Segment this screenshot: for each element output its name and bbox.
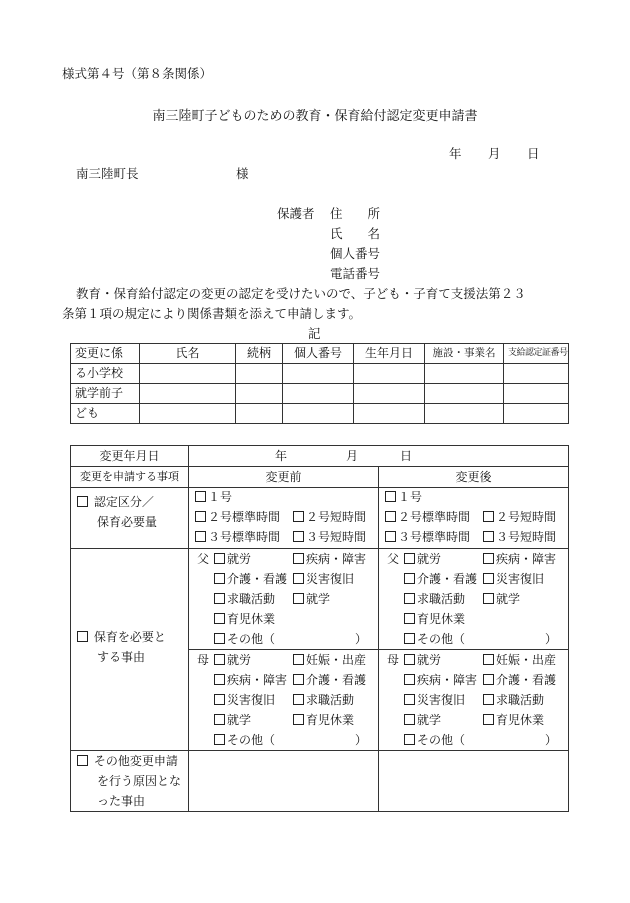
opt-work: 就労 xyxy=(417,552,442,566)
change-table xyxy=(70,445,569,812)
opt-jobsearch: 求職活動 xyxy=(227,592,276,606)
checkbox[interactable] xyxy=(404,654,415,665)
checkbox[interactable] xyxy=(483,531,494,542)
checkbox[interactable] xyxy=(77,631,88,642)
item-label: 変更を申請する事項 xyxy=(71,467,189,488)
checkbox[interactable] xyxy=(483,654,494,665)
applicant-label: 保護者 xyxy=(277,206,315,221)
opt-childcare-leave: 育児休業 xyxy=(306,713,355,727)
after-mother-options xyxy=(379,650,569,751)
opt-other: その他（ xyxy=(417,632,466,646)
opt-childcare-leave: 育児休業 xyxy=(227,612,276,626)
change-date-year: 年 xyxy=(275,449,288,463)
opt-school: 就学 xyxy=(496,592,521,606)
change-date-month: 月 xyxy=(346,449,359,463)
input-cell[interactable] xyxy=(354,404,425,424)
after-certification-options xyxy=(379,488,569,549)
checkbox[interactable] xyxy=(214,553,225,564)
after-father-options xyxy=(379,549,569,650)
checkbox[interactable] xyxy=(404,553,415,564)
input-cell[interactable] xyxy=(140,364,236,384)
mother-label: 母 xyxy=(387,653,400,667)
checkbox[interactable] xyxy=(214,694,225,705)
row-certification-label xyxy=(71,488,189,549)
checkbox[interactable] xyxy=(404,674,415,685)
row-reason-label xyxy=(71,549,189,751)
change-date-value[interactable] xyxy=(189,446,569,467)
after-label: 変更後 xyxy=(379,467,569,488)
input-cell[interactable] xyxy=(236,384,283,404)
checkbox[interactable] xyxy=(77,755,88,766)
opt-care: 介護・看護 xyxy=(417,572,478,586)
checkbox[interactable] xyxy=(483,674,494,685)
checkbox[interactable] xyxy=(293,593,304,604)
checkbox[interactable] xyxy=(293,511,304,522)
checkbox[interactable] xyxy=(483,573,494,584)
checkbox[interactable] xyxy=(404,694,415,705)
child-row-header-4: ども xyxy=(71,404,140,424)
checkbox[interactable] xyxy=(404,633,415,644)
opt-pregnancy: 妊娠・出産 xyxy=(496,653,557,667)
mother-label: 母 xyxy=(197,653,210,667)
child-row-header-3: 就学前子 xyxy=(71,384,140,404)
before-certification-options xyxy=(189,488,379,549)
row-other-reason-label xyxy=(71,751,189,812)
addressee-name: 南三陸町長 xyxy=(76,166,139,181)
checkbox[interactable] xyxy=(214,734,225,745)
opt-school: 就学 xyxy=(417,713,442,727)
opt-1go: １号 xyxy=(398,490,423,504)
checkbox[interactable] xyxy=(293,654,304,665)
opt-illness: 疾病・障害 xyxy=(496,552,557,566)
input-cell[interactable] xyxy=(504,404,569,424)
input-cell[interactable] xyxy=(140,404,236,424)
opt-2go-standard: ２号標準時間 xyxy=(398,510,471,524)
col-birthdate: 生年月日 xyxy=(354,344,425,364)
checkbox[interactable] xyxy=(293,674,304,685)
change-date-label: 変更年月日 xyxy=(71,446,189,467)
opt-school: 就学 xyxy=(227,713,252,727)
opt-care: 介護・看護 xyxy=(306,673,367,687)
opt-disaster: 災害復旧 xyxy=(306,572,355,586)
opt-care: 介護・看護 xyxy=(227,572,288,586)
checkbox[interactable] xyxy=(404,573,415,584)
opt-2go-standard: ２号標準時間 xyxy=(208,510,281,524)
input-cell[interactable] xyxy=(140,384,236,404)
child-row-header-2: る小学校 xyxy=(71,364,140,384)
before-label: 変更前 xyxy=(189,467,379,488)
child-row-header-1: 変更に係 xyxy=(71,344,140,364)
date-day: 日 xyxy=(527,146,540,161)
checkbox[interactable] xyxy=(214,674,225,685)
applicant-field-mynumber: 個人番号 xyxy=(330,246,381,261)
row2-label-2: する事由 xyxy=(97,649,146,664)
checkbox[interactable] xyxy=(195,491,206,502)
child-table xyxy=(70,343,569,424)
checkbox[interactable] xyxy=(385,491,396,502)
checkbox[interactable] xyxy=(214,573,225,584)
checkbox[interactable] xyxy=(214,654,225,665)
col-mynumber: 個人番号 xyxy=(283,344,354,364)
input-cell[interactable] xyxy=(425,364,504,384)
checkbox[interactable] xyxy=(483,511,494,522)
row1-label-2: 保育必要量 xyxy=(97,515,158,529)
applicant-field-phone: 電話番号 xyxy=(330,266,381,281)
opt-work: 就労 xyxy=(227,653,252,667)
checkbox[interactable] xyxy=(483,553,494,564)
col-name: 氏名 xyxy=(140,344,236,364)
checkbox[interactable] xyxy=(483,694,494,705)
before-father-options xyxy=(189,549,379,650)
opt-illness: 疾病・障害 xyxy=(306,552,367,566)
checkbox[interactable] xyxy=(483,714,494,725)
checkbox[interactable] xyxy=(293,714,304,725)
checkbox[interactable] xyxy=(293,573,304,584)
opt-other: その他（ xyxy=(417,733,466,747)
opt-disaster: 災害復旧 xyxy=(496,572,545,586)
opt-other: その他（ xyxy=(227,632,276,646)
checkbox[interactable] xyxy=(77,496,88,507)
col-relation: 続柄 xyxy=(236,344,283,364)
col-facility: 施設・事業名 xyxy=(425,344,504,364)
applicant-field-address: 住 所 xyxy=(330,206,381,221)
other-close-paren: ） xyxy=(355,733,368,747)
row3-label-3: った事由 xyxy=(97,794,146,808)
ki-label: 記 xyxy=(308,326,321,341)
checkbox[interactable] xyxy=(214,633,225,644)
opt-work: 就労 xyxy=(227,552,252,566)
before-other-reason[interactable] xyxy=(189,751,379,812)
other-close-paren: ） xyxy=(545,733,558,747)
col-certificate-number: 支給認定証番号 xyxy=(504,344,569,364)
row2-label-1: 保育を必要と xyxy=(93,629,166,644)
row3-label-2: を行う原因とな xyxy=(97,774,182,788)
input-cell[interactable] xyxy=(283,404,354,424)
input-cell[interactable] xyxy=(425,404,504,424)
checkbox[interactable] xyxy=(404,593,415,604)
checkbox[interactable] xyxy=(483,593,494,604)
other-close-paren: ） xyxy=(355,632,368,646)
body-text-line1: 教育・保育給付認定の変更の認定を受けたいので、子ども・子育て支援法第２３ xyxy=(76,286,526,301)
opt-1go: １号 xyxy=(208,490,233,504)
opt-childcare-leave: 育児休業 xyxy=(417,612,466,626)
opt-disaster: 災害復旧 xyxy=(417,693,466,707)
input-cell[interactable] xyxy=(354,384,425,404)
input-cell[interactable] xyxy=(236,364,283,384)
opt-illness: 疾病・障害 xyxy=(417,673,478,687)
checkbox[interactable] xyxy=(404,613,415,624)
opt-disaster: 災害復旧 xyxy=(227,693,276,707)
date-year: 年 xyxy=(449,146,462,161)
opt-2go-short: ２号短時間 xyxy=(306,510,367,524)
opt-childcare-leave: 育児休業 xyxy=(496,713,545,727)
checkbox[interactable] xyxy=(195,531,206,542)
input-cell[interactable] xyxy=(283,384,354,404)
change-date-day: 日 xyxy=(400,449,413,463)
opt-care: 介護・看護 xyxy=(496,673,557,687)
body-text-line2: 条第１項の規定により関係書類を添えて申請します。 xyxy=(62,306,362,321)
opt-illness: 疾病・障害 xyxy=(227,673,288,687)
checkbox[interactable] xyxy=(293,553,304,564)
input-cell[interactable] xyxy=(504,384,569,404)
other-close-paren: ） xyxy=(545,632,558,646)
form-number: 様式第４号（第８条関係） xyxy=(62,66,213,81)
applicant-field-name: 氏 名 xyxy=(330,226,381,241)
opt-jobsearch: 求職活動 xyxy=(417,592,466,606)
opt-3go-standard: ３号標準時間 xyxy=(208,530,281,544)
opt-work: 就労 xyxy=(417,653,442,667)
input-cell[interactable] xyxy=(504,364,569,384)
input-cell[interactable] xyxy=(354,364,425,384)
opt-2go-short: ２号短時間 xyxy=(496,510,557,524)
checkbox[interactable] xyxy=(195,511,206,522)
opt-jobsearch: 求職活動 xyxy=(496,693,545,707)
checkbox[interactable] xyxy=(214,593,225,604)
before-mother-options xyxy=(189,650,379,751)
date-month: 月 xyxy=(488,146,501,161)
row1-label-1: 認定区分／ xyxy=(93,495,154,509)
opt-jobsearch: 求職活動 xyxy=(306,693,355,707)
row3-label-1: その他変更申請 xyxy=(93,754,178,768)
checkbox[interactable] xyxy=(385,531,396,542)
father-label: 父 xyxy=(197,552,210,566)
opt-pregnancy: 妊娠・出産 xyxy=(306,653,367,667)
checkbox[interactable] xyxy=(214,714,225,725)
checkbox[interactable] xyxy=(293,531,304,542)
checkbox[interactable] xyxy=(214,613,225,624)
opt-3go-short: ３号短時間 xyxy=(496,530,557,544)
opt-other: その他（ xyxy=(227,733,276,747)
checkbox[interactable] xyxy=(404,714,415,725)
opt-3go-standard: ３号標準時間 xyxy=(398,530,471,544)
opt-school: 就学 xyxy=(306,592,331,606)
checkbox[interactable] xyxy=(293,694,304,705)
input-cell[interactable] xyxy=(425,384,504,404)
checkbox[interactable] xyxy=(385,511,396,522)
form-title: 南三陸町子どものための教育・保育給付認定変更申請書 xyxy=(152,109,478,124)
father-label: 父 xyxy=(387,552,400,566)
input-cell[interactable] xyxy=(236,404,283,424)
checkbox[interactable] xyxy=(404,734,415,745)
opt-3go-short: ３号短時間 xyxy=(306,530,367,544)
input-cell[interactable] xyxy=(283,364,354,384)
addressee-honorific: 様 xyxy=(236,166,249,181)
after-other-reason[interactable] xyxy=(379,751,569,812)
